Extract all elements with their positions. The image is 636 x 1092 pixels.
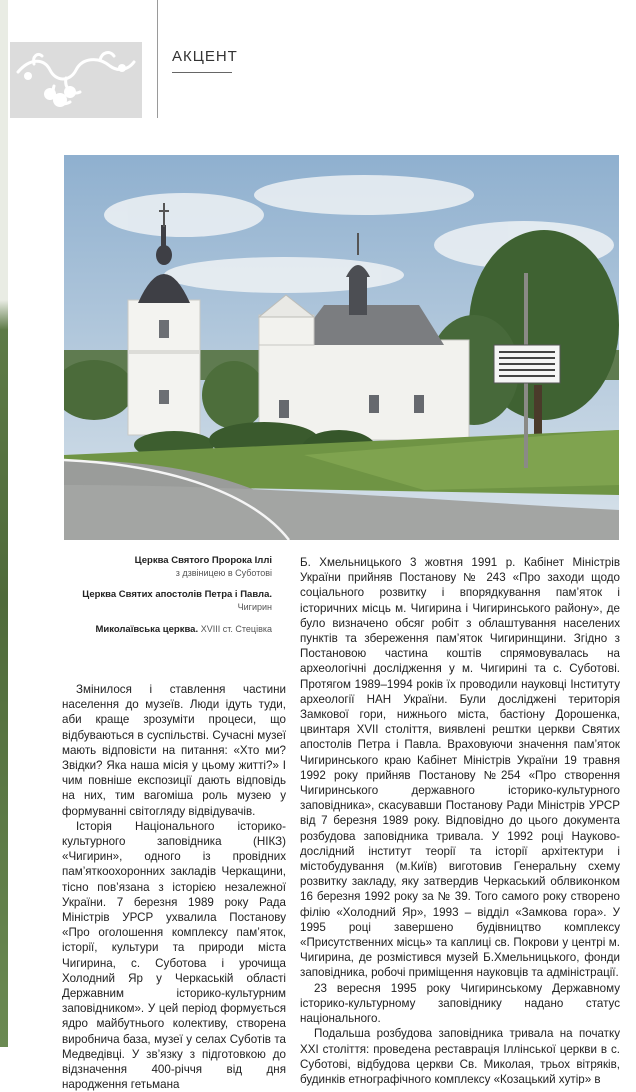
church-photo bbox=[64, 155, 619, 540]
section-title-underline bbox=[172, 72, 232, 73]
caption-2-sub: Чигирин bbox=[237, 602, 272, 612]
page-edge-strip bbox=[0, 0, 8, 1047]
photo-captions bbox=[60, 555, 272, 645]
paragraph: 23 вересня 1995 року Чигиринському Державному історико-культурному заповіднику надано статус національного. bbox=[300, 981, 620, 1026]
paragraph: Змінилося і ставлення частини населення до музеїв. Люди ідуть туди, аби краще зрозуміти процеси, що відбуваються в суспільстві. Сучасні музеї мають відповісти на питання: «Хто ми? Звідки? Яка наша місія у цьому житті?» І чим повніше експозиції дають відповідь на них, тим вагоміша роль музею у формуванні світогляду відвідувачів. bbox=[62, 683, 286, 818]
caption-3 bbox=[60, 623, 272, 636]
section-title: АКЦЕНТ bbox=[172, 48, 238, 65]
caption-3-sub: XVIII ст. Стецівка bbox=[200, 624, 272, 634]
caption-2-title: Церква Святих апостолів Петра і Павла. bbox=[82, 589, 272, 600]
caption-1-sub: з дзвіницею в Суботові bbox=[175, 568, 272, 578]
paragraph: Історія Національного історико-культурного заповідника (НІКЗ) «Чигирин», одного із провідних пам’яткоохоронних закладів Черкащини, тісно пов’язана з історією незалежної України. 7 березня 1989 року Рада Міністрів УРСР ухвалила Постанову «Про оголошення комплексу пам’яток, історії, культури та природи міста Чигирина, с. Суботова і урочища Холодний Яр у Черкаській області Державним історико-культурним заповідником». У цей період формується ядро майбутнього колективу, створена виробнича база, музеї у селах Суботів та Медведівці. У зв’язку з підготовкою до відзначення 400-річчя від дня народження гетьмана bbox=[62, 819, 286, 1092]
paragraph: Подальша розбудова заповідника тривала на початку XXI століття: проведена реставрація Іллінської церкви в с. Суботові, відбудова церкви Св. Миколая, трьох вітряків, будинків етнографічного комплексу «Козацький хутір» в bbox=[300, 1027, 620, 1086]
ornament-logo bbox=[10, 42, 142, 118]
caption-1-title: Церква Святого Пророка Іллі bbox=[134, 555, 272, 566]
caption-2 bbox=[60, 589, 272, 614]
caption-3-title: Миколаївська церква. bbox=[95, 624, 199, 635]
header-divider bbox=[157, 0, 158, 118]
paragraph: Б. Хмельницького 3 жовтня 1991 р. Кабінет Міністрів України прийняв Постанову № 243 «Про заходи щодо соціального розвитку і впорядкування пам’яток і історичних місць м. Чигирина і Чигиринського району», де було визначено обсяг робіт з облаштування населених пунктів та збереження пам’яток Чигиринщини. Згідно з Постановою частина коштів спрямовувалась на археологічні дослідження у м. Чигирині та с. Суботові. Протягом 1989–1994 років їх проводили науковці Інституту археології НАН України. Були досліджені територія Замкової гори, нижнього міста, бастіону Дорошенка, цвинтаря XVII століття, виявлені рештки церкви Святих апостолів Петра і Павла. Враховуючи значення пам’яток Чигиринського краю Кабінет Міністрів України 19 травня 1992 року прийняв Постанову №254 «Про створення Чигиринського державного історико-культурного заповідника», скасувавши Постанову Ради Міністрів УРСР від 7 березня 1989 року. Відповідно до цього документа розбудова заповідника тривала. У 1992 році Науково-дослідний інститут теорії та історії архітектури і містобудування (м.Київ) виготовив Генеральну схему розвитку закладу, яку затвердив Черкаський облвиконком 16 березня 1992 року за № 39. Того самого року створено філію «Холодний Яр», 1993 – відділ «Замкова гора». У 1995 році завершено будівництво комплексу «Присутственних місць» та каплиці св. Покрови у центрі м. Чигирина, де розмістився музей Б.Хмельницького, фонди заповідника, робочі приміщення науковців та адміністрації. bbox=[300, 556, 620, 980]
right-text-column bbox=[300, 555, 620, 1087]
left-text-column bbox=[62, 682, 286, 1092]
caption-1 bbox=[60, 555, 272, 580]
